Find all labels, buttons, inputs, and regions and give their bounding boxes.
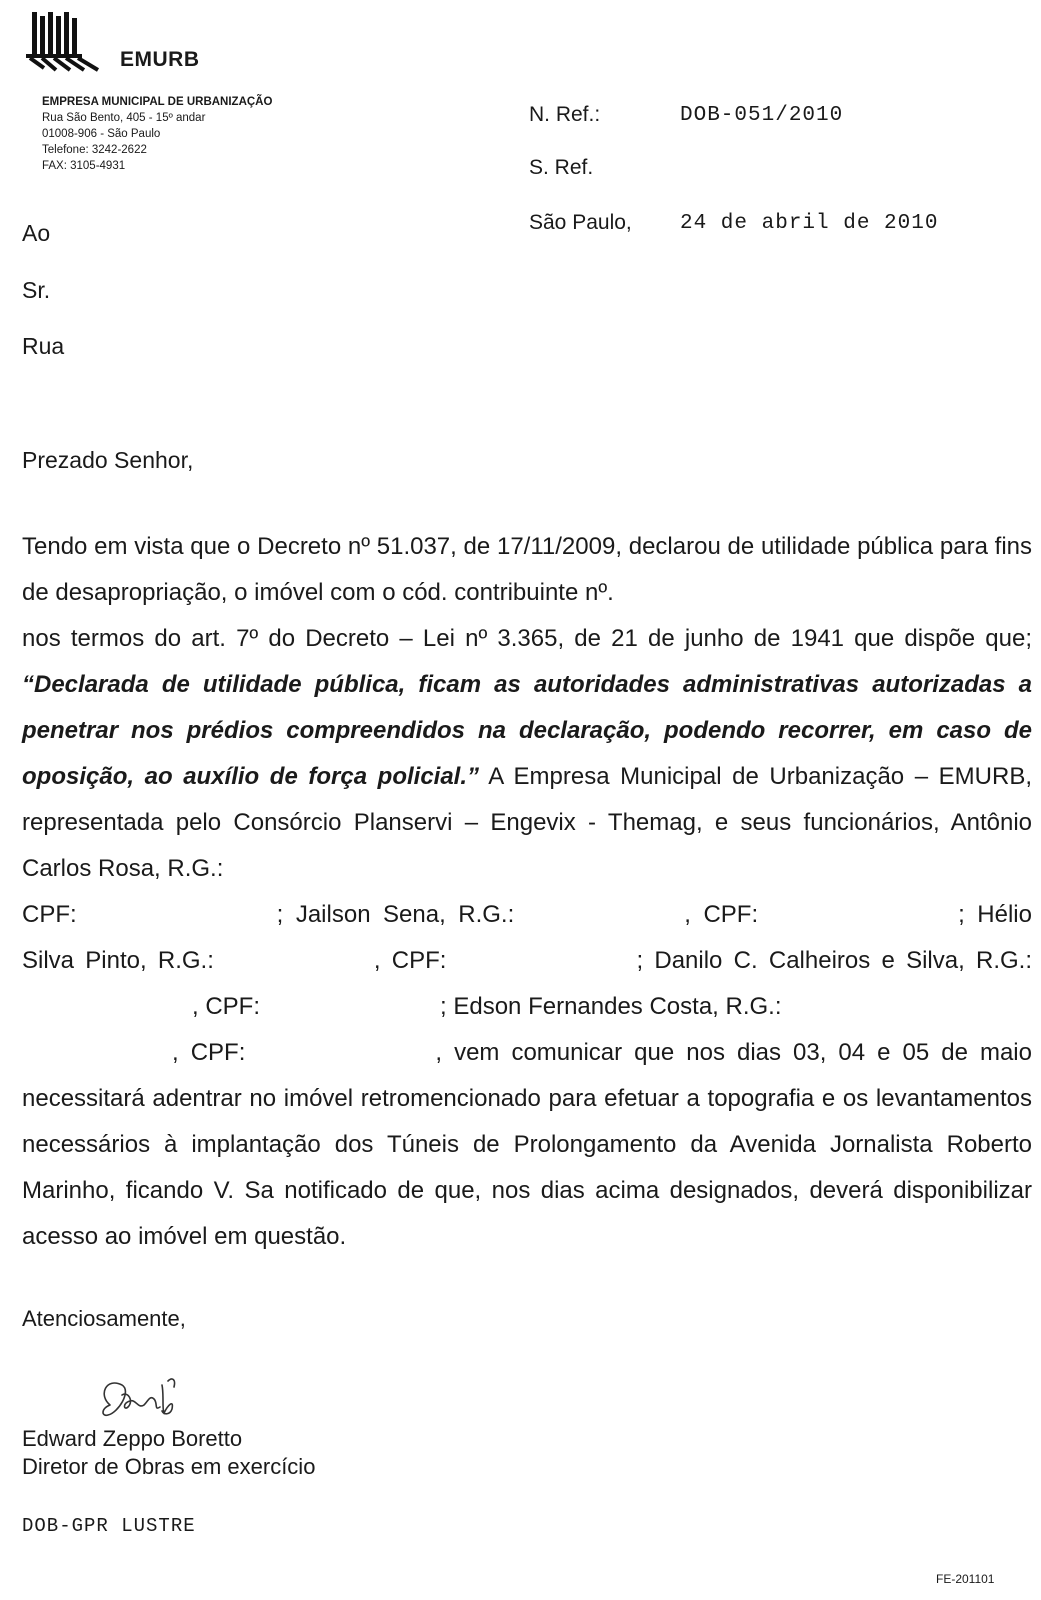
n-ref-label: N. Ref.: [529, 103, 601, 126]
body-paragraph-2: nos termos do art. 7º do Decreto – Lei nº 3.365, de 21 de junho de 1941 que dispõe que; [22, 625, 1032, 652]
body-paragraph-3: A Empresa Municipal de Urbanização – EMURB, representada pelo Consórcio Planservi – Engevix - Themag, e seus funcionários, Antônio Carlos Rosa, R.G.: [22, 763, 1033, 882]
addressee-street: Rua [22, 333, 65, 359]
signer-name: Edward Zeppo Boretto [22, 1426, 243, 1451]
edson-label: ; Edson Fernandes Costa, R.G.: [440, 993, 782, 1020]
semicolon-1: ; [958, 901, 965, 928]
cpf-label-1: CPF: [22, 901, 77, 928]
cpf-label-5: , CPF: [172, 1039, 246, 1066]
brand-name: EMURB [120, 48, 200, 71]
body-paragraph-4: , vem comunicar que nos dias 03, 04 e 05 de maio necessitará adentrar no imóvel retromencionado para efetuar a topografia e os levantamentos necessários à implantação dos Túneis de Prolongamento da Avenida Jornalista Roberto Marinho, ficando V. Sa notificado de que, nos dias acima designados, deverá disponibilizar acesso ao imóvel em questão. [22, 1039, 1032, 1250]
jailson-label: ; Jailson Sena, R.G.: [276, 901, 515, 928]
addressee-to: Ao [22, 220, 51, 246]
emurb-logo-icon [22, 10, 122, 72]
form-code: FE-201101 [936, 1572, 995, 1586]
body-paragraph-1: Tendo em vista que o Decreto nº 51.037, de 17/11/2009, declarou de utilidade pública para fins de desapropriação, o imóvel com o cód. contribuinte nº. [22, 533, 1032, 606]
signer-role: Diretor de Obras em exercício [22, 1454, 316, 1479]
n-ref-value: DOB-051/2010 [680, 104, 844, 127]
fax: FAX: 3105-4931 [42, 160, 126, 172]
s-ref-label: S. Ref. [529, 156, 594, 179]
cpf-label-4: , CPF: [192, 993, 261, 1020]
legal-quote: “Declarada de utilidade pública, ficam as autoridades administrativas autorizadas a penetrar nos prédios compreendidos na declaração, podendo recorrer, em caso de oposição, ao auxílio de força policial.” [22, 671, 1032, 790]
salutation: Prezado Senhor, [22, 447, 194, 473]
letter-body [22, 524, 1032, 1260]
footer-code: DOB-GPR LUSTRE [22, 1515, 196, 1537]
address-line-2: 01008-906 - São Paulo [42, 128, 161, 140]
signer-block [22, 1425, 315, 1481]
cpf-label-3: , CPF: [373, 947, 447, 974]
closing: Atenciosamente, [22, 1306, 186, 1331]
danilo-label: ; Danilo C. Calheiros e Silva, R.G.: [636, 947, 1032, 974]
company-name: EMPRESA MUNICIPAL DE URBANIZAÇÃO [42, 96, 273, 108]
cpf-label-2: , CPF: [684, 901, 759, 928]
address-line-1: Rua São Bento, 405 - 15º andar [42, 112, 206, 124]
city-label: São Paulo, [529, 211, 632, 234]
helio-label: Hélio Silva Pinto, R.G.: [22, 901, 1032, 974]
addressee-title: Sr. [22, 277, 51, 303]
phone: Telefone: 3242-2622 [42, 144, 147, 156]
company-info [42, 94, 272, 174]
letter-date: 24 de abril de 2010 [680, 212, 939, 235]
